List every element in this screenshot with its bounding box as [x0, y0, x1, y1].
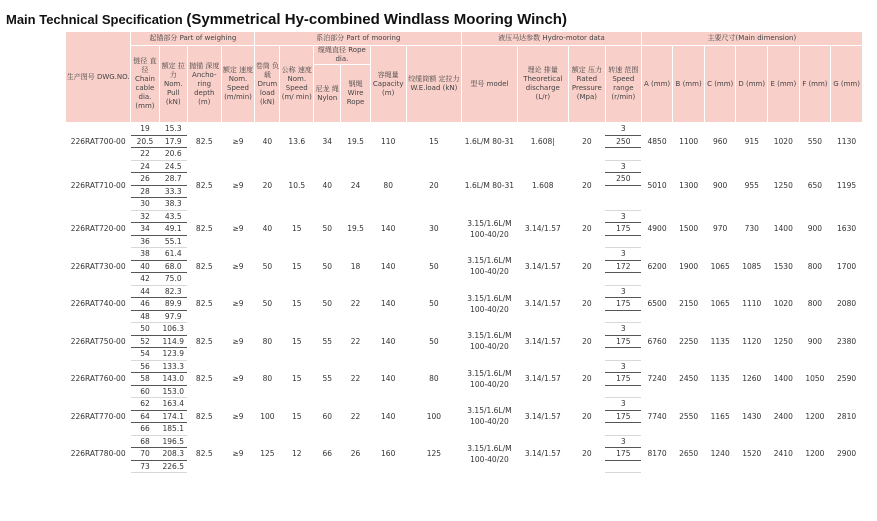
table-body [66, 123, 863, 473]
cell-drum-load: 80 [262, 374, 273, 384]
cell-dwg-no: 226RAT740-00 [70, 299, 126, 309]
cell-nylon: 50 [322, 261, 333, 271]
cell-nom-speed-m: 10.5 [288, 180, 306, 190]
cell-nylon: 66 [322, 449, 333, 459]
cell-nylon: 55 [322, 374, 333, 384]
cell-speed-range: 3 [605, 360, 641, 373]
cell-speed-range [605, 148, 641, 161]
cell-model: 3.15/1.6L/M 100-40/20 [467, 218, 512, 239]
cell-anch-depth: 82.5 [195, 299, 213, 309]
cell-dim-c: 970 [713, 224, 728, 234]
cell-wire-rope: 19.5 [347, 224, 364, 234]
header-dim-b: B (mm) [673, 46, 705, 123]
cell-dwg-no: 226RAT710-00 [70, 180, 126, 190]
cell-nom-pull: 185.1 [159, 423, 187, 436]
cell-speed-range: 3 [605, 285, 641, 298]
cell-rated-pressure: 20 [582, 449, 592, 459]
cell-dim-f: 900 [807, 336, 823, 346]
cell-chain-dia: 58 [131, 373, 159, 386]
cell-dim-c: 960 [713, 137, 728, 146]
cell-chain-dia: 68 [131, 435, 159, 448]
cell-dim-a: 7740 [647, 411, 667, 421]
cell-dim-g: 2590 [837, 374, 857, 384]
cell-capacity: 140 [381, 299, 396, 309]
cell-dwg-no: 226RAT730-00 [70, 261, 126, 271]
cell-chain-dia: 56 [131, 360, 159, 373]
cell-nylon: 60 [322, 411, 333, 421]
cell-rated-pressure: 20 [582, 411, 592, 421]
cell-dim-g: 2380 [837, 336, 857, 346]
cell-theo-discharge: 3.14/1.57 [524, 374, 561, 384]
cell-dwg-no: 226RAT760-00 [70, 374, 126, 384]
cell-dim-a: 5010 [647, 180, 667, 190]
header-hydro: 液压马达参数 Hydro-motor data [462, 32, 642, 46]
header-model: 型号 model [462, 46, 518, 123]
cell-theo-discharge: 3.14/1.57 [524, 411, 561, 421]
cell-speed-range [605, 385, 641, 398]
cell-speed-range [605, 198, 641, 211]
cell-nom-speed-m: 13.6 [288, 137, 306, 146]
cell-anch-depth: 82.5 [195, 374, 213, 384]
cell-drum-load: 40 [262, 137, 273, 146]
cell-dim-g: 2810 [837, 411, 857, 421]
cell-dim-d: 1085 [742, 261, 762, 271]
header-rope-dia: 缆绳直径 Rope dia. [314, 46, 371, 65]
cell-drum-load: 50 [262, 261, 273, 271]
table-row [66, 435, 863, 448]
cell-wire-rope: 22 [350, 299, 361, 309]
cell-dim-d: 955 [744, 180, 759, 190]
cell-nom-speed-m: 15 [292, 411, 302, 421]
cell-nom-pull: 153.0 [159, 385, 187, 398]
cell-nom-speed-m: 15 [292, 336, 302, 346]
cell-drum-load: 80 [262, 336, 273, 346]
cell-capacity: 160 [381, 449, 396, 459]
header-wire: 钢绳 Wire Rope [341, 65, 370, 123]
cell-speed-range: 175 [605, 335, 641, 348]
cell-dwg-no: 226RAT770-00 [70, 411, 126, 421]
header-we-load: 绞缆筒额 定拉力 W.E.load (kN) [406, 46, 462, 123]
cell-capacity: 80 [383, 180, 393, 190]
cell-nom-pull: 61.4 [159, 248, 187, 261]
cell-dim-d: 1520 [742, 449, 762, 459]
cell-chain-dia: 32 [131, 210, 159, 223]
cell-nom-speed-w: ≥9 [232, 299, 244, 309]
cell-speed-range: 250 [605, 135, 641, 148]
cell-dim-g: 1700 [837, 261, 857, 271]
cell-dim-c: 900 [713, 180, 728, 190]
cell-theo-discharge: 3.14/1.57 [524, 299, 561, 309]
cell-model: 3.15/1.6L/M 100-40/20 [467, 293, 512, 314]
cell-nom-pull: 33.3 [159, 185, 187, 198]
cell-nom-pull: 43.5 [159, 210, 187, 223]
cell-speed-range: 175 [605, 223, 641, 236]
cell-chain-dia: 73 [131, 460, 159, 473]
cell-drum-load: 50 [262, 299, 273, 309]
cell-speed-range: 3 [605, 210, 641, 223]
cell-rated-pressure: 20 [582, 374, 592, 384]
cell-dim-c: 1065 [710, 261, 730, 271]
cell-dim-e: 1020 [773, 299, 793, 309]
cell-capacity: 140 [381, 374, 396, 384]
cell-anch-depth: 82.5 [195, 449, 213, 459]
cell-nylon: 34 [322, 137, 333, 146]
cell-rated-pressure: 20 [582, 299, 592, 309]
header-speed-range: 转速 范围 Speed range (r/min) [605, 46, 641, 123]
cell-speed-range: 250 [605, 173, 641, 186]
cell-speed-range: 175 [605, 298, 641, 311]
cell-dim-a: 7240 [647, 374, 667, 384]
header-theo: 理论 排量 Theoretical discharge (L/r) [517, 46, 568, 123]
cell-dim-d: 1260 [742, 374, 762, 384]
cell-dim-f: 900 [807, 224, 823, 234]
table-row [66, 248, 863, 261]
cell-nylon: 50 [322, 299, 333, 309]
cell-speed-range: 3 [605, 398, 641, 411]
cell-dwg-no: 226RAT700-00 [70, 137, 126, 146]
cell-nom-pull: 174.1 [159, 410, 187, 423]
cell-dim-f: 800 [807, 299, 823, 309]
cell-dim-a: 6500 [647, 299, 667, 309]
cell-nom-pull: 15.3 [159, 123, 187, 136]
cell-nom-pull: 196.5 [159, 435, 187, 448]
header-nylon: 尼龙 绳 Nylon [314, 65, 341, 123]
cell-dim-e: 1250 [773, 180, 793, 190]
cell-chain-dia: 66 [131, 423, 159, 436]
cell-model: 1.6L/M 80-31 [464, 180, 515, 190]
cell-dim-e: 1250 [773, 336, 793, 346]
header-nom-speed-m: 公称 速度 Nom. Speed (m/ min) [280, 46, 314, 123]
cell-anch-depth: 82.5 [195, 261, 213, 271]
cell-chain-dia: 60 [131, 385, 159, 398]
table-row [66, 160, 863, 173]
cell-dim-d: 1110 [742, 299, 762, 309]
cell-speed-range [605, 185, 641, 198]
cell-speed-range: 3 [605, 160, 641, 173]
cell-capacity: 110 [381, 137, 396, 146]
cell-dim-f: 1200 [805, 411, 825, 421]
cell-dim-e: 1020 [773, 137, 793, 146]
cell-dim-b: 2150 [679, 299, 699, 309]
cell-speed-range: 175 [605, 410, 641, 423]
cell-model: 3.15/1.6L/M 100-40/20 [467, 256, 512, 277]
cell-dim-g: 1195 [837, 180, 857, 190]
header-dims: 主要尺寸(Main dimension) [641, 32, 862, 46]
cell-nom-pull: 143.0 [159, 373, 187, 386]
cell-model: 3.15/1.6L/M 100-40/20 [467, 406, 512, 427]
cell-nom-speed-m: 15 [292, 261, 302, 271]
title-main: Main Technical Specification [6, 12, 187, 27]
cell-nom-speed-m: 15 [292, 299, 302, 309]
cell-speed-range [605, 423, 641, 436]
cell-chain-dia: 44 [131, 285, 159, 298]
cell-dim-g: 1630 [837, 224, 857, 234]
cell-chain-dia: 42 [131, 273, 159, 286]
cell-speed-range [605, 348, 641, 361]
cell-dim-c: 1065 [710, 299, 730, 309]
cell-capacity: 140 [381, 261, 396, 271]
cell-speed-range: 172 [605, 260, 641, 273]
cell-nom-speed-w: ≥9 [232, 180, 244, 190]
cell-anch-depth: 82.5 [195, 137, 213, 146]
cell-dim-d: 730 [744, 224, 759, 234]
cell-dim-b: 2450 [679, 374, 699, 384]
cell-we-load: 125 [426, 449, 442, 459]
cell-chain-dia: 54 [131, 348, 159, 361]
cell-nom-pull: 114.9 [159, 335, 187, 348]
cell-theo-discharge: 3.14/1.57 [524, 261, 561, 271]
cell-chain-dia: 22 [131, 148, 159, 161]
title-paren: (Symmetrical Hy-combined Windlass Mooring Winch) [186, 11, 567, 28]
cell-anch-depth: 82.5 [195, 336, 213, 346]
cell-speed-range: 3 [605, 123, 641, 136]
cell-dim-a: 8170 [647, 449, 667, 459]
cell-dim-b: 2650 [679, 449, 699, 459]
cell-chain-dia: 26 [131, 173, 159, 186]
cell-we-load: 50 [429, 261, 439, 271]
cell-nom-speed-w: ≥9 [232, 449, 244, 459]
cell-chain-dia: 46 [131, 298, 159, 311]
cell-dim-c: 1135 [710, 374, 730, 384]
cell-anch-depth: 82.5 [195, 224, 213, 234]
cell-chain-dia: 64 [131, 410, 159, 423]
cell-model: 1.6L/M 80-31 [464, 137, 515, 146]
cell-anch-depth: 82.5 [195, 411, 213, 421]
cell-chain-dia: 38 [131, 248, 159, 261]
header-nom-speed-w: 额定 速度 Nom. Speed (m/min) [221, 46, 255, 123]
cell-chain-dia: 24 [131, 160, 159, 173]
cell-model: 3.15/1.6L/M 100-40/20 [467, 443, 512, 464]
cell-dim-e: 1400 [773, 224, 793, 234]
header-anch-depth: 抛锚 深度 Ancho- ring depth (m) [187, 46, 221, 123]
cell-chain-dia: 70 [131, 448, 159, 461]
cell-rated-pressure: 20 [582, 261, 592, 271]
cell-dim-b: 1300 [679, 180, 699, 190]
cell-wire-rope: 22 [350, 411, 361, 421]
cell-drum-load: 40 [262, 224, 273, 234]
cell-nylon: 50 [322, 224, 333, 234]
cell-dim-f: 800 [807, 261, 823, 271]
cell-nom-speed-w: ≥9 [232, 411, 244, 421]
cell-nom-speed-m: 12 [292, 449, 302, 459]
cell-dim-d: 1430 [742, 411, 762, 421]
cell-chain-dia: 48 [131, 310, 159, 323]
cell-chain-dia: 50 [131, 323, 159, 336]
cell-nom-pull: 17.9 [159, 135, 187, 148]
cell-nom-pull: 68.0 [159, 260, 187, 273]
cell-dim-e: 2400 [773, 411, 793, 421]
cell-dim-g: 2080 [837, 299, 857, 309]
cell-nom-pull: 89.9 [159, 298, 187, 311]
cell-nom-speed-w: ≥9 [232, 336, 244, 346]
cell-chain-dia: 30 [131, 198, 159, 211]
cell-rated-pressure: 20 [582, 137, 592, 146]
cell-nom-pull: 24.5 [159, 160, 187, 173]
cell-dim-a: 6200 [647, 261, 667, 271]
cell-drum-load: 20 [262, 180, 273, 190]
table-row [66, 285, 863, 298]
cell-speed-range [605, 273, 641, 286]
header-dim-e: E (mm) [768, 46, 800, 123]
header-weighing: 起锚部分 Part of weighing [131, 32, 255, 46]
cell-nom-pull: 20.6 [159, 148, 187, 161]
cell-chain-dia: 20.5 [131, 135, 159, 148]
cell-nylon: 40 [322, 180, 333, 190]
cell-chain-dia: 34 [131, 223, 159, 236]
header-chain-dia: 链径 直径 Chain cable dia. (mm) [131, 46, 159, 123]
cell-rated-pressure: 20 [582, 224, 592, 234]
cell-nom-pull: 28.7 [159, 173, 187, 186]
cell-model: 3.15/1.6L/M 100-40/20 [467, 368, 512, 389]
cell-theo-discharge: 1.608 [532, 180, 554, 190]
cell-speed-range: 3 [605, 248, 641, 261]
cell-theo-discharge: 3.14/1.57 [524, 336, 561, 346]
cell-chain-dia: 52 [131, 335, 159, 348]
cell-dim-c: 1165 [710, 411, 730, 421]
cell-dim-f: 650 [807, 180, 823, 190]
cell-wire-rope: 24 [350, 180, 361, 190]
spec-table [65, 31, 863, 473]
header-nom-pull: 额定 拉力 Nom. Pull (kN) [159, 46, 187, 123]
cell-dim-e: 1400 [773, 374, 793, 384]
cell-theo-discharge: 1.608| [530, 137, 555, 146]
cell-dwg-no: 226RAT750-00 [70, 336, 126, 346]
cell-dim-b: 2250 [679, 336, 699, 346]
cell-nom-pull: 226.5 [159, 460, 187, 473]
cell-dim-g: 2900 [837, 449, 857, 459]
cell-nom-pull: 38.3 [159, 198, 187, 211]
cell-we-load: 30 [429, 224, 439, 234]
cell-dim-b: 1500 [679, 224, 699, 234]
cell-nom-pull: 208.3 [159, 448, 187, 461]
cell-speed-range: 175 [605, 373, 641, 386]
table-row [66, 360, 863, 373]
table-header [66, 32, 863, 123]
page-title [6, 11, 567, 28]
table-row [66, 323, 863, 336]
cell-nom-pull: 133.3 [159, 360, 187, 373]
cell-nom-pull: 75.0 [159, 273, 187, 286]
cell-theo-discharge: 3.14/1.57 [524, 224, 561, 234]
cell-nom-speed-w: ≥9 [232, 137, 244, 146]
cell-dim-a: 4900 [647, 224, 667, 234]
header-dim-g: G (mm) [831, 46, 863, 123]
cell-nom-pull: 97.9 [159, 310, 187, 323]
cell-speed-range [605, 235, 641, 248]
cell-chain-dia: 40 [131, 260, 159, 273]
cell-dim-b: 2550 [679, 411, 699, 421]
cell-dim-c: 1135 [710, 336, 730, 346]
header-dim-f: F (mm) [799, 46, 831, 123]
cell-we-load: 20 [429, 180, 439, 190]
cell-speed-range: 175 [605, 448, 641, 461]
header-dwg: 生产图号 DWG.NO. [66, 32, 131, 123]
cell-wire-rope: 26 [350, 449, 361, 459]
cell-dwg-no: 226RAT780-00 [70, 449, 126, 459]
cell-nom-speed-w: ≥9 [232, 374, 244, 384]
header-rated-p: 额定 压力 Rated Pressure (Mpa) [568, 46, 605, 123]
cell-nom-speed-m: 15 [292, 224, 302, 234]
cell-wire-rope: 18 [350, 261, 361, 271]
cell-nom-pull: 82.3 [159, 285, 187, 298]
cell-nylon: 55 [322, 336, 333, 346]
cell-wire-rope: 19.5 [347, 137, 364, 146]
cell-speed-range: 3 [605, 435, 641, 448]
cell-dim-a: 6760 [647, 336, 667, 346]
cell-chain-dia: 19 [131, 123, 159, 136]
cell-speed-range: 3 [605, 323, 641, 336]
cell-nom-pull: 106.3 [159, 323, 187, 336]
cell-theo-discharge: 3.14/1.57 [524, 449, 561, 459]
cell-dwg-no: 226RAT720-00 [70, 224, 126, 234]
cell-dim-g: 1130 [837, 137, 857, 146]
cell-wire-rope: 22 [350, 374, 361, 384]
cell-we-load: 80 [429, 374, 439, 384]
table-row [66, 398, 863, 411]
cell-capacity: 140 [381, 336, 396, 346]
header-dim-c: C (mm) [704, 46, 736, 123]
table-row [66, 210, 863, 223]
cell-dim-a: 4850 [647, 137, 667, 146]
cell-capacity: 140 [381, 411, 396, 421]
cell-nom-pull: 123.9 [159, 348, 187, 361]
cell-anch-depth: 82.5 [195, 180, 213, 190]
cell-dim-d: 915 [744, 137, 759, 146]
cell-chain-dia: 28 [131, 185, 159, 198]
cell-wire-rope: 22 [350, 336, 361, 346]
cell-nom-speed-w: ≥9 [232, 261, 244, 271]
cell-drum-load: 125 [260, 449, 275, 459]
cell-we-load: 50 [429, 299, 439, 309]
cell-speed-range [605, 460, 641, 473]
cell-we-load: 50 [429, 336, 439, 346]
header-capacity: 容绳量 Capacity (m) [370, 46, 406, 123]
cell-dim-f: 1050 [805, 374, 825, 384]
cell-dim-e: 1530 [773, 261, 793, 271]
cell-nom-pull: 49.1 [159, 223, 187, 236]
cell-nom-speed-w: ≥9 [232, 224, 244, 234]
cell-we-load: 100 [426, 411, 442, 421]
cell-model: 3.15/1.6L/M 100-40/20 [467, 331, 512, 352]
cell-dim-f: 1200 [805, 449, 825, 459]
cell-nom-pull: 163.4 [159, 398, 187, 411]
cell-speed-range [605, 310, 641, 323]
header-drum-load: 卷筒 负载 Drum load (kN) [255, 46, 280, 123]
cell-drum-load: 100 [260, 411, 275, 421]
header-dim-a: A (mm) [641, 46, 673, 123]
cell-dim-b: 1100 [679, 137, 699, 146]
cell-dim-e: 2410 [773, 449, 793, 459]
cell-rated-pressure: 20 [582, 180, 592, 190]
cell-chain-dia: 36 [131, 235, 159, 248]
cell-dim-c: 1240 [710, 449, 730, 459]
cell-nom-pull: 55.1 [159, 235, 187, 248]
header-dim-d: D (mm) [736, 46, 768, 123]
cell-dim-d: 1120 [742, 336, 762, 346]
table-row [66, 123, 863, 136]
header-mooring: 系泊部分 Part of mooring [255, 32, 462, 46]
cell-capacity: 140 [381, 224, 396, 234]
cell-dim-b: 1900 [679, 261, 699, 271]
cell-nom-speed-m: 15 [292, 374, 302, 384]
cell-dim-f: 550 [807, 137, 823, 146]
cell-chain-dia: 62 [131, 398, 159, 411]
cell-rated-pressure: 20 [582, 336, 592, 346]
cell-we-load: 15 [429, 137, 439, 146]
